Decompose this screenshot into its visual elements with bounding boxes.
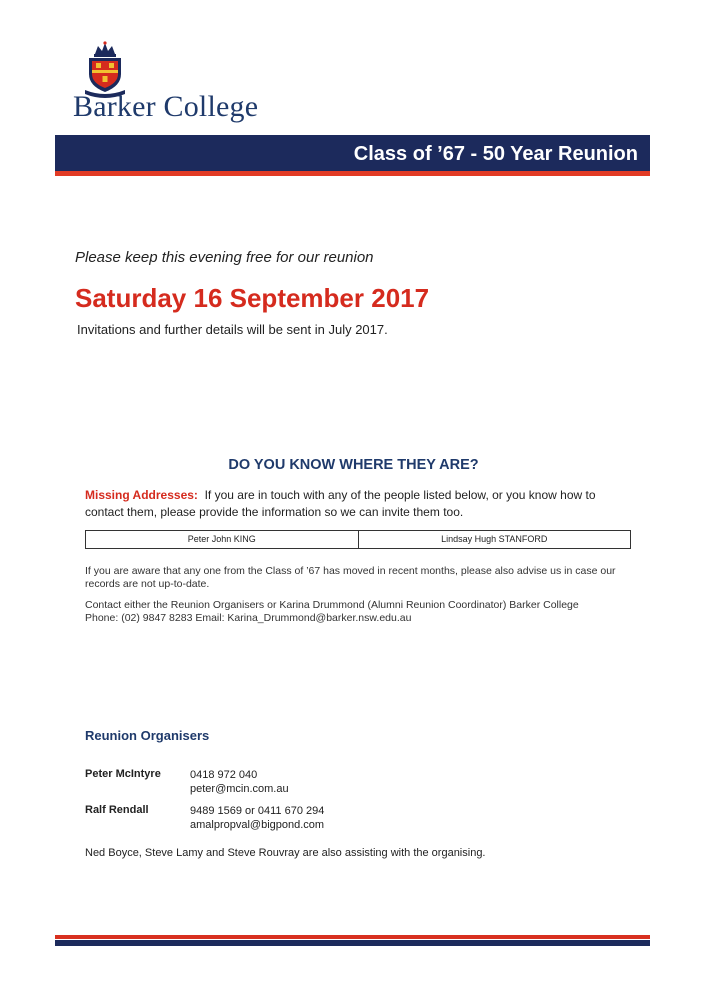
contact-info (85, 599, 640, 625)
missing-person-cell: Lindsay Hugh STANFORD (358, 531, 631, 548)
missing-people-table (85, 530, 631, 549)
organiser-name: Ralf Rendall (85, 804, 149, 816)
organisers-heading: Reunion Organisers (85, 728, 210, 743)
moved-note: If you are aware that any one from the Class of ’67 has moved in recent months, please also advise us in case our records are not up-to-date. (85, 565, 616, 590)
missing-addresses-text: If you are in touch with any of the people listed below, or you know how to contact them, please provide the information so we can invite them too. (85, 488, 596, 519)
organiser-phone: 9489 1569 or 0411 670 294 (190, 805, 325, 817)
invitation-note: Invitations and further details will be sent in July 2017. (77, 322, 388, 337)
organiser-contact (190, 768, 289, 796)
title-banner (55, 135, 650, 171)
assistants-note: Ned Boyce, Steve Lamy and Steve Rouvray are also assisting with the organising. (85, 847, 486, 859)
organiser-email: peter@mcin.com.au (190, 783, 289, 795)
missing-heading: DO YOU KNOW WHERE THEY ARE? (228, 457, 479, 473)
event-date: Saturday 16 September 2017 (75, 283, 430, 313)
banner-stripe (55, 171, 650, 176)
banner-title: Class of ’67 - 50 Year Reunion (353, 143, 638, 165)
contact-line: Contact either the Reunion Organisers or Karina Drummond (Alumni Reunion Coordinator) Barker College (85, 599, 579, 611)
contact-phone-email: Phone: (02) 9847 8283 Email: Karina_Drummond@barker.nsw.edu.au (85, 612, 412, 624)
missing-person-cell: Peter John KING (187, 534, 256, 544)
brand-name: Barker College (73, 90, 259, 123)
organiser-contact (190, 804, 324, 832)
organiser-name: Peter McIntyre (85, 768, 161, 780)
missing-addresses-paragraph (85, 487, 633, 521)
footer-stripe-navy (55, 940, 650, 946)
organiser-phone: 0418 972 040 (190, 769, 258, 781)
organiser-email: amalpropval@bigpond.com (190, 819, 325, 831)
save-the-date-note: Please keep this evening free for our reunion (75, 249, 374, 266)
footer-stripe-red (55, 935, 650, 939)
missing-addresses-label: Missing Addresses: (85, 488, 198, 502)
